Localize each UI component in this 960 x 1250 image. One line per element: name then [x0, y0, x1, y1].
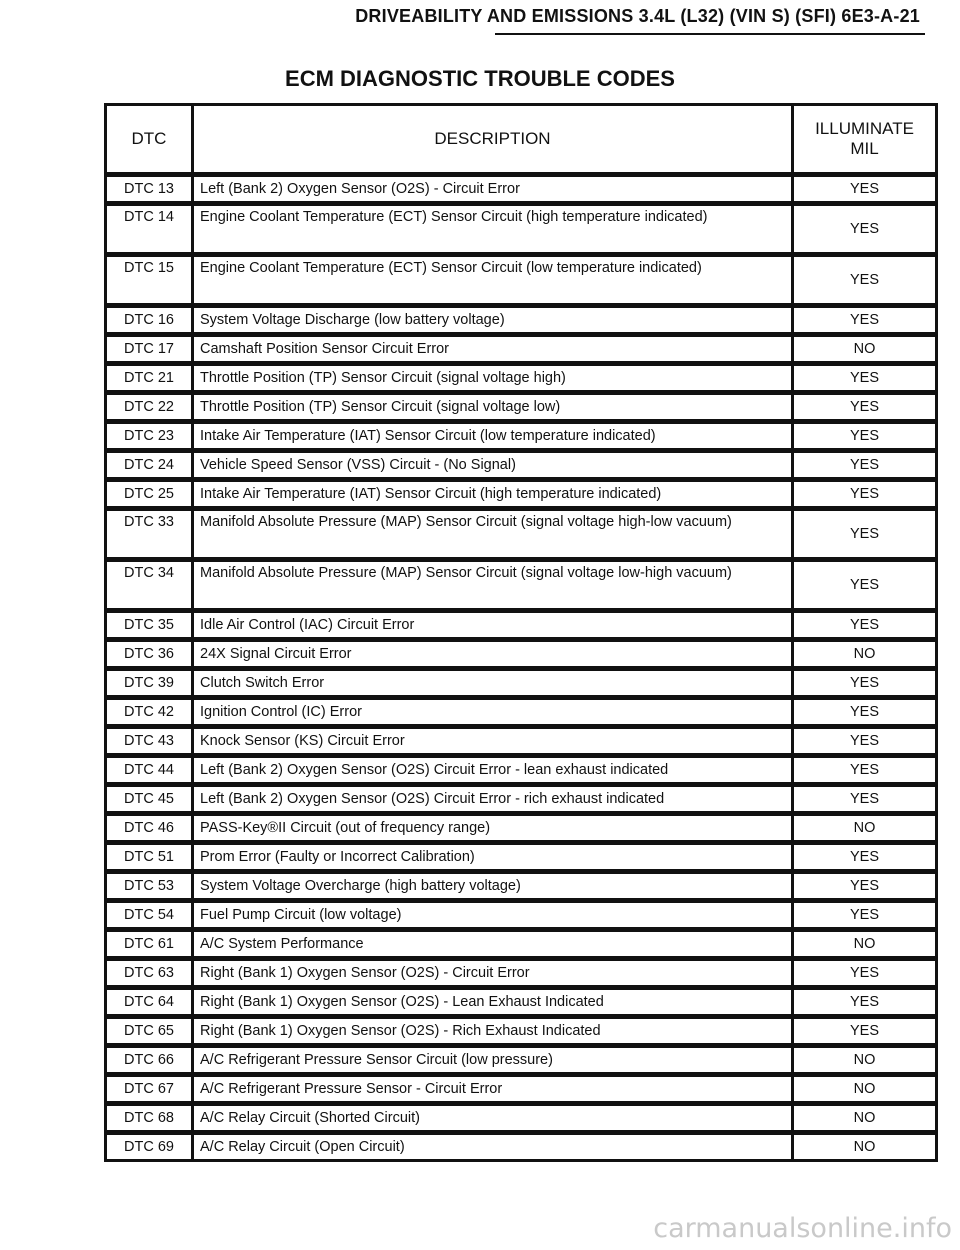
- description-cell: A/C Relay Circuit (Open Circuit): [193, 1133, 793, 1161]
- description-cell: Manifold Absolute Pressure (MAP) Sensor Circuit (signal voltage low-high vacuum): [193, 560, 793, 611]
- table-row: [106, 204, 937, 255]
- mil-header-line-2: MIL: [850, 139, 879, 158]
- description-cell: Ignition Control (IC) Error: [193, 698, 793, 727]
- table-row: [106, 901, 937, 930]
- description-cell: Left (Bank 2) Oxygen Sensor (O2S) Circuit Error - lean exhaust indicated: [193, 756, 793, 785]
- description-cell: 24X Signal Circuit Error: [193, 640, 793, 669]
- illuminate-mil-cell: YES: [793, 175, 937, 204]
- illuminate-mil-cell: YES: [793, 901, 937, 930]
- description-cell: Prom Error (Faulty or Incorrect Calibration): [193, 843, 793, 872]
- illuminate-mil-cell: YES: [793, 204, 937, 255]
- dtc-code-cell: DTC 66: [106, 1046, 193, 1075]
- illuminate-mil-cell: NO: [793, 1133, 937, 1161]
- dtc-code-cell: DTC 45: [106, 785, 193, 814]
- dtc-code-cell: DTC 24: [106, 451, 193, 480]
- description-cell: Knock Sensor (KS) Circuit Error: [193, 727, 793, 756]
- table-row: [106, 560, 937, 611]
- description-cell: Right (Bank 1) Oxygen Sensor (O2S) - Lean Exhaust Indicated: [193, 988, 793, 1017]
- dtc-code-cell: DTC 22: [106, 393, 193, 422]
- column-header-description: DESCRIPTION: [193, 105, 793, 175]
- illuminate-mil-cell: YES: [793, 509, 937, 560]
- description-cell: Intake Air Temperature (IAT) Sensor Circuit (low temperature indicated): [193, 422, 793, 451]
- description-cell: A/C System Performance: [193, 930, 793, 959]
- description-cell: Throttle Position (TP) Sensor Circuit (signal voltage high): [193, 364, 793, 393]
- description-cell: Engine Coolant Temperature (ECT) Sensor Circuit (high temperature indicated): [193, 204, 793, 255]
- illuminate-mil-cell: YES: [793, 611, 937, 640]
- dtc-code-cell: DTC 21: [106, 364, 193, 393]
- illuminate-mil-cell: NO: [793, 1046, 937, 1075]
- description-cell: Right (Bank 1) Oxygen Sensor (O2S) - Rich Exhaust Indicated: [193, 1017, 793, 1046]
- illuminate-mil-cell: YES: [793, 451, 937, 480]
- description-cell: PASS-Key®II Circuit (out of frequency range): [193, 814, 793, 843]
- description-cell: System Voltage Discharge (low battery voltage): [193, 306, 793, 335]
- illuminate-mil-cell: YES: [793, 988, 937, 1017]
- description-cell: Engine Coolant Temperature (ECT) Sensor Circuit (low temperature indicated): [193, 255, 793, 306]
- table-row: [106, 1104, 937, 1133]
- table-row: [106, 814, 937, 843]
- illuminate-mil-cell: YES: [793, 785, 937, 814]
- description-cell: Fuel Pump Circuit (low voltage): [193, 901, 793, 930]
- table-row: [106, 640, 937, 669]
- description-cell: Left (Bank 2) Oxygen Sensor (O2S) - Circuit Error: [193, 175, 793, 204]
- description-cell: Idle Air Control (IAC) Circuit Error: [193, 611, 793, 640]
- table-row: [106, 843, 937, 872]
- illuminate-mil-cell: NO: [793, 640, 937, 669]
- dtc-code-cell: DTC 63: [106, 959, 193, 988]
- illuminate-mil-cell: YES: [793, 306, 937, 335]
- illuminate-mil-cell: YES: [793, 669, 937, 698]
- table-row: [106, 1133, 937, 1161]
- dtc-code-cell: DTC 64: [106, 988, 193, 1017]
- table-row: [106, 509, 937, 560]
- description-cell: A/C Relay Circuit (Shorted Circuit): [193, 1104, 793, 1133]
- illuminate-mil-cell: YES: [793, 255, 937, 306]
- column-header-illuminate-mil: [793, 105, 937, 175]
- table-row: [106, 988, 937, 1017]
- dtc-code-cell: DTC 67: [106, 1075, 193, 1104]
- dtc-code-cell: DTC 61: [106, 930, 193, 959]
- mil-header-line-1: ILLUMINATE: [815, 119, 914, 138]
- illuminate-mil-cell: YES: [793, 698, 937, 727]
- description-cell: A/C Refrigerant Pressure Sensor - Circuit Error: [193, 1075, 793, 1104]
- dtc-code-cell: DTC 44: [106, 756, 193, 785]
- dtc-code-cell: DTC 54: [106, 901, 193, 930]
- table-row: [106, 785, 937, 814]
- table-row: [106, 451, 937, 480]
- illuminate-mil-cell: YES: [793, 872, 937, 901]
- dtc-code-cell: DTC 42: [106, 698, 193, 727]
- illuminate-mil-cell: NO: [793, 814, 937, 843]
- dtc-code-cell: DTC 15: [106, 255, 193, 306]
- table-row: [106, 872, 937, 901]
- description-cell: Clutch Switch Error: [193, 669, 793, 698]
- page-title: ECM DIAGNOSTIC TROUBLE CODES: [285, 66, 675, 91]
- dtc-code-cell: DTC 25: [106, 480, 193, 509]
- illuminate-mil-cell: YES: [793, 560, 937, 611]
- illuminate-mil-cell: YES: [793, 393, 937, 422]
- table-row: [106, 335, 937, 364]
- dtc-code-cell: DTC 23: [106, 422, 193, 451]
- illuminate-mil-cell: YES: [793, 959, 937, 988]
- table-row: [106, 930, 937, 959]
- table-row: [106, 756, 937, 785]
- table-row: [106, 727, 937, 756]
- dtc-code-cell: DTC 69: [106, 1133, 193, 1161]
- dtc-code-cell: DTC 53: [106, 872, 193, 901]
- column-header-dtc: DTC: [106, 105, 193, 175]
- illuminate-mil-cell: YES: [793, 422, 937, 451]
- description-cell: Intake Air Temperature (IAT) Sensor Circuit (high temperature indicated): [193, 480, 793, 509]
- dtc-code-cell: DTC 17: [106, 335, 193, 364]
- illuminate-mil-cell: YES: [793, 727, 937, 756]
- table-row: [106, 422, 937, 451]
- dtc-code-cell: DTC 34: [106, 560, 193, 611]
- description-cell: Right (Bank 1) Oxygen Sensor (O2S) - Circuit Error: [193, 959, 793, 988]
- watermark: carmanualsonline.info: [653, 1213, 952, 1244]
- table-row: [106, 1075, 937, 1104]
- header-row: [106, 105, 937, 175]
- dtc-code-cell: DTC 33: [106, 509, 193, 560]
- illuminate-mil-cell: YES: [793, 364, 937, 393]
- table-row: [106, 698, 937, 727]
- description-cell: Throttle Position (TP) Sensor Circuit (signal voltage low): [193, 393, 793, 422]
- description-cell: A/C Refrigerant Pressure Sensor Circuit (low pressure): [193, 1046, 793, 1075]
- dtc-code-cell: DTC 36: [106, 640, 193, 669]
- table-row: [106, 480, 937, 509]
- dtc-code-cell: DTC 39: [106, 669, 193, 698]
- illuminate-mil-cell: NO: [793, 335, 937, 364]
- table-row: [106, 959, 937, 988]
- table-row: [106, 1046, 937, 1075]
- dtc-code-cell: DTC 68: [106, 1104, 193, 1133]
- table-row: [106, 364, 937, 393]
- illuminate-mil-cell: YES: [793, 756, 937, 785]
- description-cell: Left (Bank 2) Oxygen Sensor (O2S) Circuit Error - rich exhaust indicated: [193, 785, 793, 814]
- table-header: [106, 105, 937, 175]
- dtc-code-cell: DTC 35: [106, 611, 193, 640]
- dtc-code-cell: DTC 51: [106, 843, 193, 872]
- table-row: [106, 393, 937, 422]
- illuminate-mil-cell: YES: [793, 480, 937, 509]
- dtc-code-cell: DTC 16: [106, 306, 193, 335]
- dtc-code-cell: DTC 13: [106, 175, 193, 204]
- illuminate-mil-cell: YES: [793, 843, 937, 872]
- dtc-code-cell: DTC 46: [106, 814, 193, 843]
- illuminate-mil-cell: NO: [793, 930, 937, 959]
- description-cell: System Voltage Overcharge (high battery voltage): [193, 872, 793, 901]
- table-row: [106, 1017, 937, 1046]
- table-row: [106, 255, 937, 306]
- header-rule: [495, 33, 925, 35]
- dtc-table: [104, 103, 938, 1162]
- table-body: [106, 175, 937, 1161]
- dtc-code-cell: DTC 43: [106, 727, 193, 756]
- dtc-code-cell: DTC 65: [106, 1017, 193, 1046]
- description-cell: Camshaft Position Sensor Circuit Error: [193, 335, 793, 364]
- running-head: DRIVEABILITY AND EMISSIONS 3.4L (L32) (VIN S) (SFI) 6E3-A-21: [355, 6, 920, 26]
- dtc-table-container: [104, 103, 935, 1162]
- description-cell: Vehicle Speed Sensor (VSS) Circuit - (No Signal): [193, 451, 793, 480]
- illuminate-mil-cell: NO: [793, 1075, 937, 1104]
- table-row: [106, 611, 937, 640]
- dtc-code-cell: DTC 14: [106, 204, 193, 255]
- table-row: [106, 669, 937, 698]
- table-row: [106, 175, 937, 204]
- description-cell: Manifold Absolute Pressure (MAP) Sensor Circuit (signal voltage high-low vacuum): [193, 509, 793, 560]
- table-row: [106, 306, 937, 335]
- illuminate-mil-cell: NO: [793, 1104, 937, 1133]
- illuminate-mil-cell: YES: [793, 1017, 937, 1046]
